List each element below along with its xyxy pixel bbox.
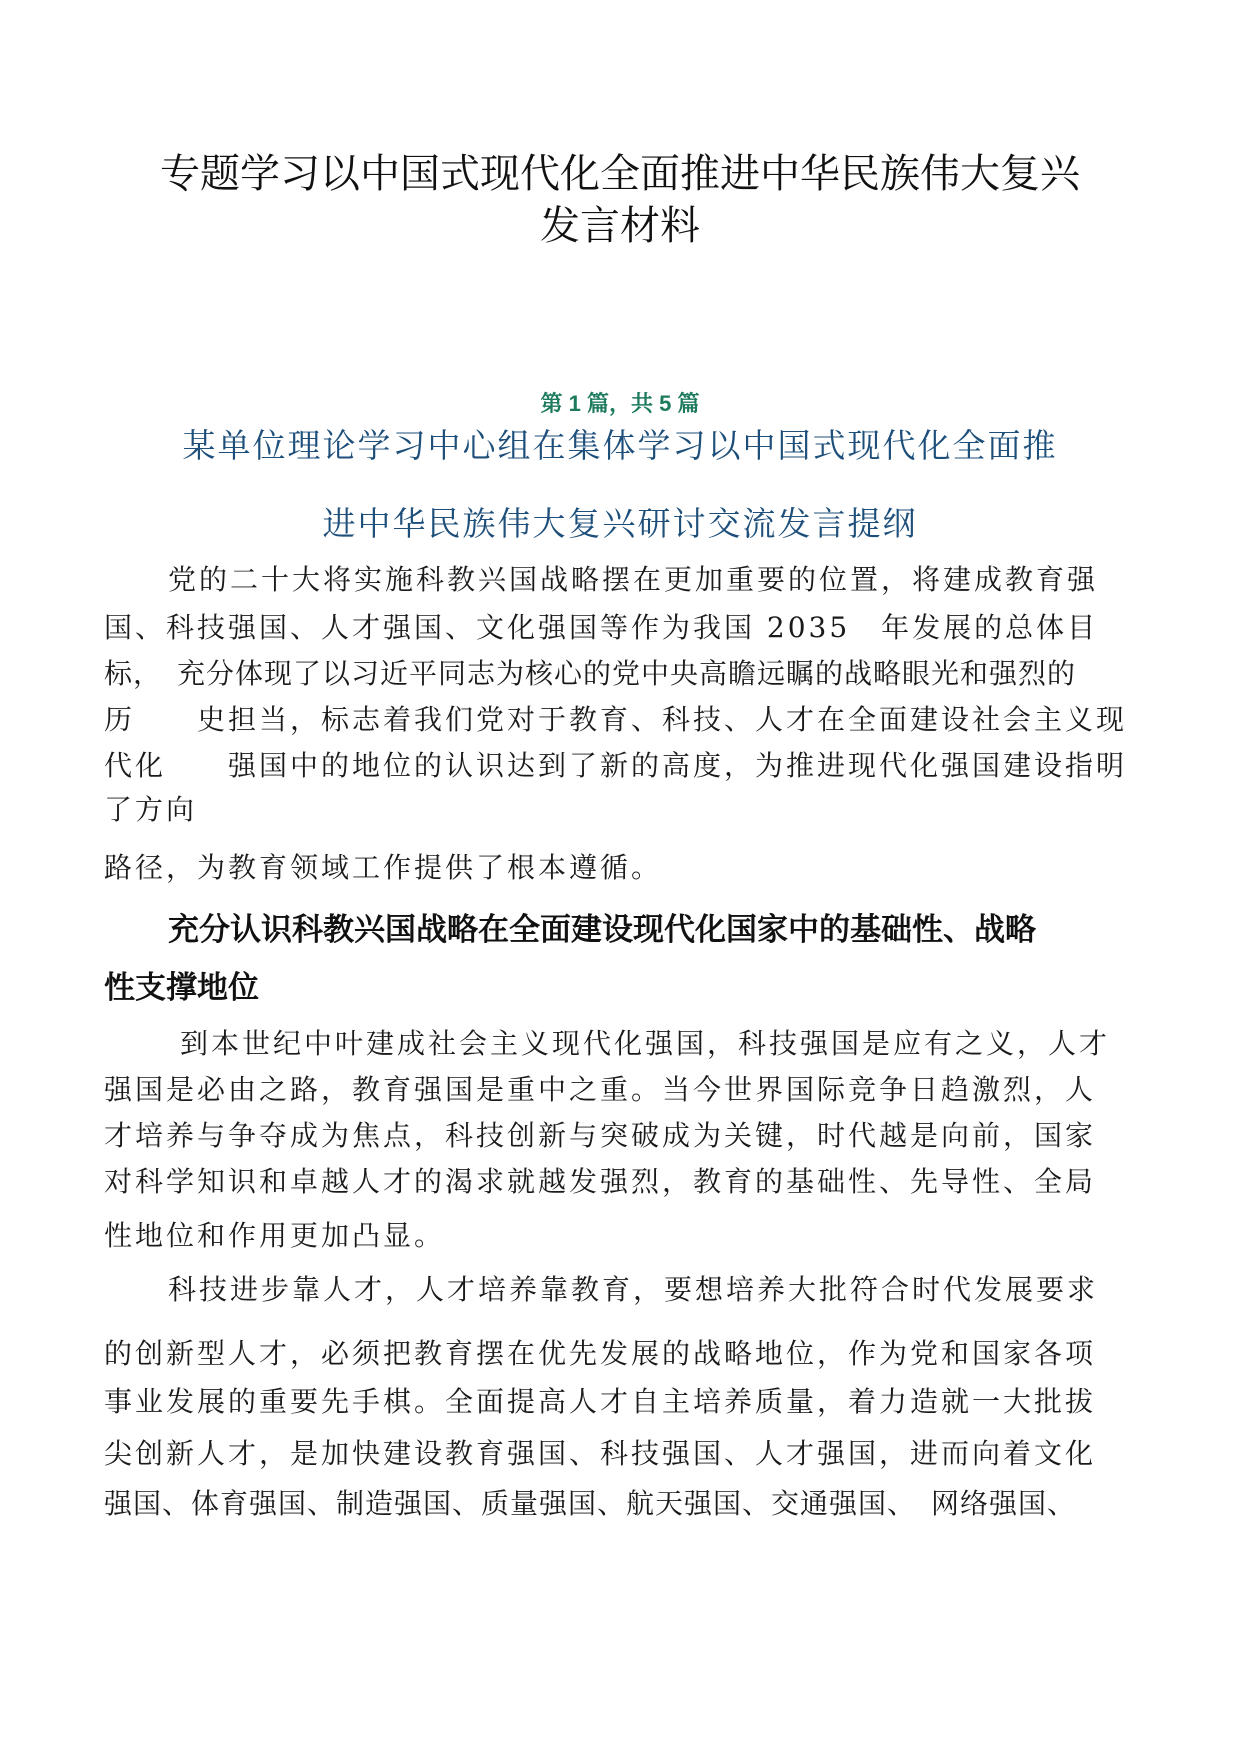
paragraph-2-line: 到本世纪中叶建成社会主义现代化强国，科技强国是应有之义，人才 (180, 1027, 1111, 1060)
paragraph-3-line: 事业发展的重要先手棋。全面提高人才自主培养质量，着力造就一大批拔 (104, 1385, 1097, 1418)
paragraph-1-line: 党的二十大将实施科教兴国战略摆在更加重要的位置，将建成教育强 (168, 563, 1099, 596)
section-heading-line-2: 性支撑地位 (104, 970, 259, 1006)
paragraph-2-line: 才培养与争夺成为焦点，科技创新与突破成为关键，时代越是向前，国家 (104, 1119, 1097, 1152)
paragraph-3-line: 的创新型人才，必须把教育摆在优先发展的战略地位，作为党和国家各项 (104, 1337, 1097, 1370)
paragraph-1-line: 代化 强国中的地位的认识达到了新的高度，为推进现代化强国建设指明 (104, 749, 1128, 782)
subtitle-line-2: 进中华民族伟大复兴研讨交流发言提纲 (322, 504, 918, 543)
paragraph-1-line: 路径，为教育领域工作提供了根本遵循。 (104, 851, 663, 884)
paragraph-3-line: 尖创新人才，是加快建设教育强国、科技强国、人才强国，进而向着文化 (104, 1437, 1097, 1470)
paragraph-3-line: 科技进步靠人才，人才培养靠教育，要想培养大批符合时代发展要求 (168, 1273, 1099, 1306)
document-title-line-2: 发言材料 (540, 203, 700, 249)
paragraph-2-line: 强国是必由之路，教育强国是重中之重。当今世界国际竞争日趋激烈，人 (104, 1073, 1097, 1106)
paragraph-2-line: 对科学知识和卓越人才的渴求就越发强烈，教育的基础性、先导性、全局 (104, 1165, 1097, 1198)
paragraph-3-line: 强国、体育强国、制造强国、质量强国、航天强国、交通强国、 网络强国、 (104, 1487, 1077, 1520)
section-heading-line-1: 充分认识科教兴国战略在全面建设现代化国家中的基础性、战略 (168, 912, 1036, 948)
paragraph-1-line: 国、科技强国、人才强国、文化强国等作为我国 2035 年发展的总体目 (104, 611, 1099, 644)
part-label: 第 1 篇，共 5 篇 (540, 391, 700, 416)
document-title-line-1: 专题学习以中国式现代化全面推进中华民族伟大复兴 (160, 151, 1080, 197)
paragraph-1-line: 标， 充分体现了以习近平同志为核心的党中央高瞻远瞩的战略眼光和强烈的 (104, 657, 1077, 690)
paragraph-2-line: 性地位和作用更加凸显。 (104, 1219, 446, 1252)
paragraph-1-line: 了方向 (104, 793, 198, 826)
paragraph-1-line: 历 史担当，标志着我们党对于教育、科技、人才在全面建设社会主义现 (104, 703, 1128, 736)
subtitle-line-1: 某单位理论学习中心组在集体学习以中国式现代化全面推 (182, 426, 1058, 465)
